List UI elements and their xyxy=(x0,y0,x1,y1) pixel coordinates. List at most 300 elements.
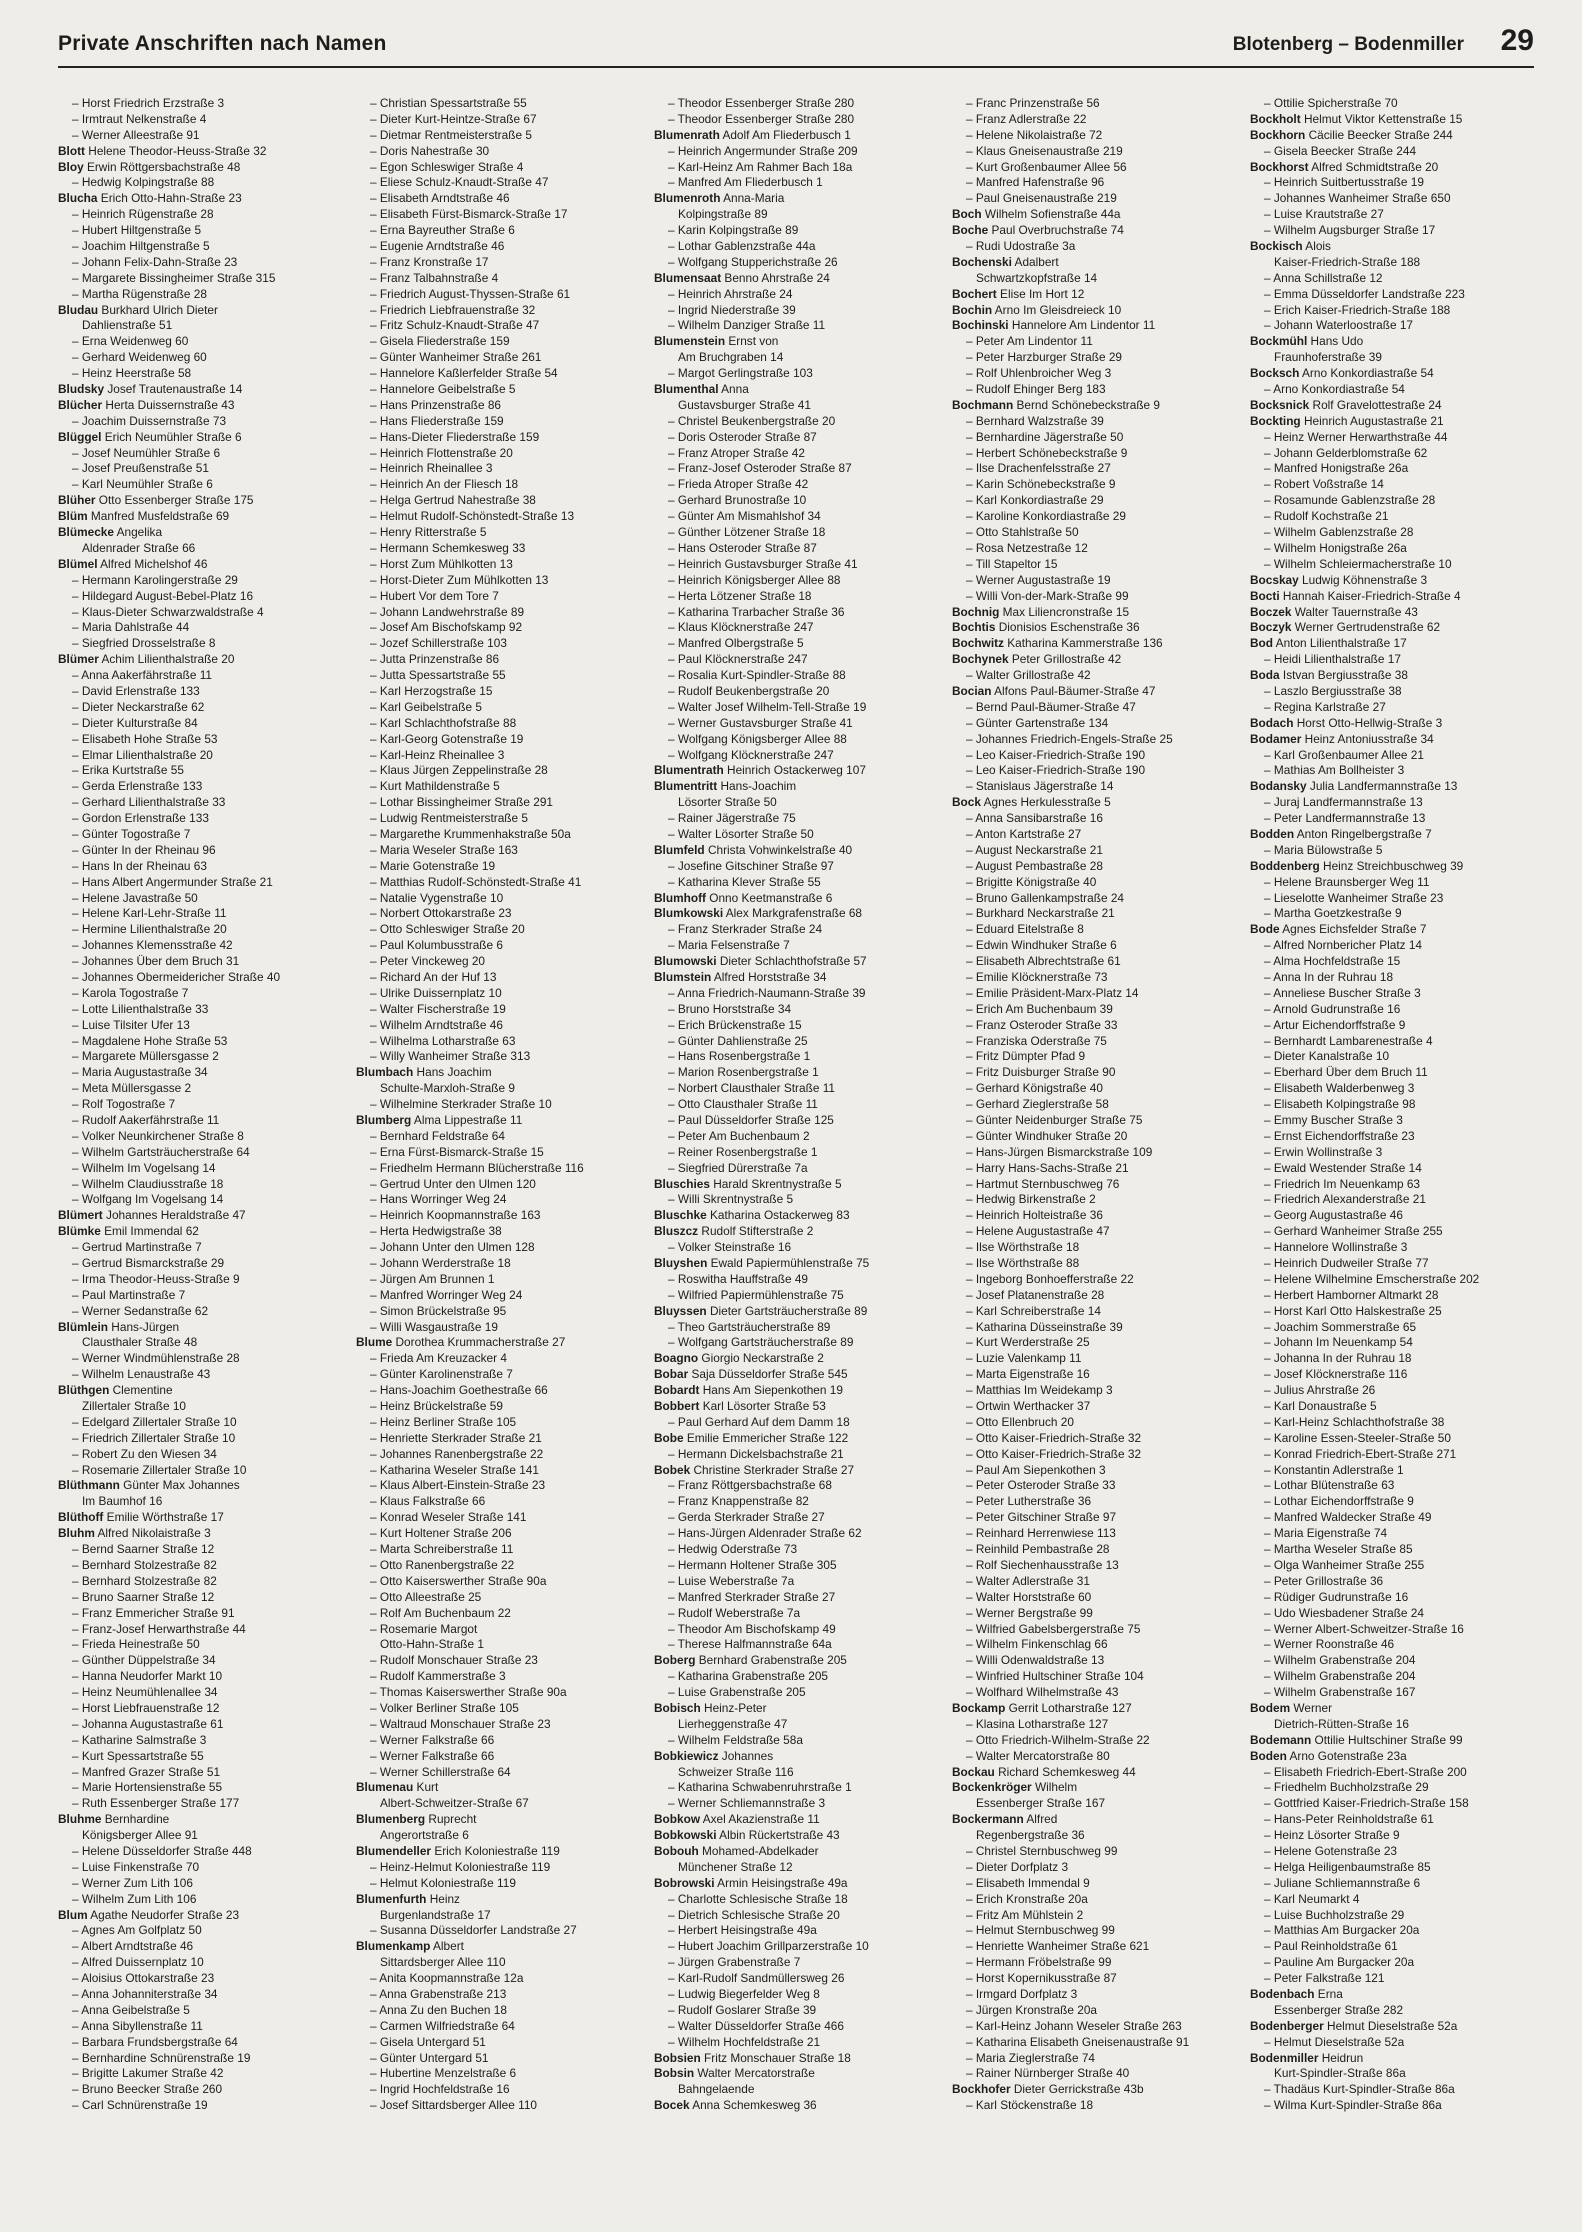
entry-continuation: Lierheggenstraße 47 xyxy=(678,1716,788,1731)
entry-line: – Doris Osteroder Straße 87 xyxy=(668,429,817,444)
surname: Bocskay xyxy=(1250,572,1299,587)
entry-line: – Wilhelm Danziger Straße 11 xyxy=(668,318,826,333)
surname: Bobsin xyxy=(654,2066,695,2081)
entry-line: – Johann Unter den Ulmen 128 xyxy=(370,1240,535,1255)
entry-line: – Walter Adlerstraße 31 xyxy=(966,1573,1090,1588)
entry-line: – Rudolf Monschauer Straße 23 xyxy=(370,1653,538,1668)
surname: Boddenberg xyxy=(1250,858,1320,873)
entry-line: – Johannes Klemensstraße 42 xyxy=(72,938,233,953)
entry-line: – Wilhelm Hochfeldstraße 21 xyxy=(668,2034,821,2049)
entry-line: – Walter Fischerstraße 19 xyxy=(370,1001,506,1016)
surname: Bockisch xyxy=(1250,239,1303,254)
surname: Boczyk xyxy=(1250,620,1292,635)
entry-line: – Hubert Vor dem Tore 7 xyxy=(370,588,499,603)
entry-line: – Kurt Holtener Straße 206 xyxy=(370,1526,512,1541)
entry-line: – Dietmar Rentmeisterstraße 5 xyxy=(370,127,532,142)
entry-line: – Wolfhard Wilhelmstraße 43 xyxy=(966,1685,1119,1700)
entry-line: – Karin Kolpingstraße 89 xyxy=(668,223,799,238)
name-range: Blotenberg – Bodenmiller xyxy=(1232,34,1464,55)
entry-continuation: Essenberger Straße 282 xyxy=(1274,2002,1404,2017)
entry-line: – Otto Stahlstraße 50 xyxy=(966,525,1079,540)
entry-line: – Walter Lösorter Straße 50 xyxy=(668,826,814,841)
entry-line: – Erich Kronstraße 20a xyxy=(966,1891,1088,1906)
entry-line: – Ilse Drachenfelsstraße 27 xyxy=(966,461,1111,476)
entry-line: – Christian Spessartstraße 55 xyxy=(370,96,527,110)
entry-line: – Johann Im Neuenkamp 54 xyxy=(1264,1335,1413,1350)
entry-line: – Rosalia Kurt-Spindler-Straße 88 xyxy=(668,668,846,683)
entry-line: – Paul Kolumbusstraße 6 xyxy=(370,938,503,953)
entry-continuation: Dahlienstraße 51 xyxy=(82,318,173,333)
entry-line: – Agnes Am Golfplatz 50 xyxy=(72,1923,202,1938)
entry-line: – Wilhelm Finkenschlag 66 xyxy=(966,1637,1108,1652)
column-5 xyxy=(1250,96,1542,2114)
entry-line: – Rolf Uhlenbroicher Weg 3 xyxy=(966,366,1112,381)
surname: Blumenstein xyxy=(654,334,726,349)
entry-line: – Egon Schleswiger Straße 4 xyxy=(370,159,524,174)
entry-line: – Günter Gartenstraße 134 xyxy=(966,715,1109,730)
entry-surname-line: Blumentritt Hans-Joachim xyxy=(654,779,797,794)
entry-line: – Karl Schlachthofstraße 88 xyxy=(370,715,517,730)
entry-line: – Gisela Fliederstraße 159 xyxy=(370,334,510,349)
entry-continuation: Essenberger Straße 167 xyxy=(976,1796,1106,1811)
entry-continuation: Am Bruchgraben 14 xyxy=(678,350,784,365)
entry-line: – Martha Goetzkestraße 9 xyxy=(1264,906,1402,921)
entry-line: – Ingrid Hochfeldstraße 16 xyxy=(370,2082,510,2097)
entry-line: – Johann Felix-Dahn-Straße 23 xyxy=(72,254,238,269)
entry-surname-line: Bockhorn Cäcilie Beecker Straße 244 xyxy=(1250,127,1453,142)
entry-surname-line: Boche Paul Overbruchstraße 74 xyxy=(952,223,1124,238)
entry-surname-line: Blucha Erich Otto-Hahn-Straße 23 xyxy=(58,191,242,206)
entry-line: – Johann Landwehrstraße 89 xyxy=(370,604,525,619)
entry-line: – Jürgen Grabenstraße 7 xyxy=(668,1955,801,1970)
entry-line: – Peter Am Buchenbaum 2 xyxy=(668,1128,810,1143)
entry-surname-line: Bobkowski Albin Rückertstraße 43 xyxy=(654,1828,840,1843)
entry-line: – Werner Roonstraße 46 xyxy=(1264,1637,1395,1652)
surname: Bockamp xyxy=(952,1700,1006,1715)
entry-line: – Fritz Schulz-Knaudt-Straße 47 xyxy=(370,318,540,333)
entry-line: – Otto Ranenbergstraße 22 xyxy=(370,1557,515,1572)
entry-line: – Hans-Jürgen Aldenrader Straße 62 xyxy=(668,1526,862,1541)
entry-line: – Johannes Wanheimer Straße 650 xyxy=(1264,191,1451,206)
entry-line: – Artur Eichendorffstraße 9 xyxy=(1264,1017,1406,1032)
entry-line: – Edelgard Zillertaler Straße 10 xyxy=(72,1414,237,1429)
entry-line: – Eliese Schulz-Knaudt-Straße 47 xyxy=(370,175,549,190)
entry-line: – Thadäus Kurt-Spindler-Straße 86a xyxy=(1264,2082,1455,2097)
surname: Bocksnick xyxy=(1250,397,1310,412)
entry-line: – Barbara Frundsbergstraße 64 xyxy=(72,2034,238,2049)
entry-surname-line: Bocksch Arno Konkordiastraße 54 xyxy=(1250,366,1434,381)
entry-surname-line: Blumhoff Onno Keetmanstraße 6 xyxy=(654,890,833,905)
entry-line: – Dieter Kulturstraße 84 xyxy=(72,715,198,730)
entry-continuation: Kaiser-Friedrich-Straße 188 xyxy=(1274,254,1421,269)
entry-surname-line: Boczyk Werner Gertrudenstraße 62 xyxy=(1250,620,1441,635)
entry-surname-line: Blumenkamp Albert xyxy=(356,1939,464,1954)
entry-line: – Klaus Jürgen Zeppelinstraße 28 xyxy=(370,763,548,778)
entry-line: – Siegfried Dürerstraße 7a xyxy=(668,1160,808,1175)
entry-line: – Doris Nahestraße 30 xyxy=(370,143,490,158)
entry-surname-line: Bobek Christine Sterkrader Straße 27 xyxy=(654,1462,855,1477)
entry-continuation: Schwartzkopfstraße 14 xyxy=(976,270,1098,285)
entry-line: – Mathias Am Bollheister 3 xyxy=(1264,763,1405,778)
entry-line: – Heidi Lilienthalstraße 17 xyxy=(1264,652,1401,667)
entry-line: – Klaus Falkstraße 66 xyxy=(370,1494,486,1509)
entry-line: – Helmut Rudolf-Schönstedt-Straße 13 xyxy=(370,509,575,524)
entry-continuation: Albert-Schweitzer-Straße 67 xyxy=(380,1796,529,1811)
entry-surname-line: Boden Arno Gotenstraße 23a xyxy=(1250,1748,1407,1763)
entry-line: – Rudolf Kammerstraße 3 xyxy=(370,1669,506,1684)
entry-line: – Wolfgang Stupperichstraße 26 xyxy=(668,254,838,269)
entry-line: – Johannes Friedrich-Engels-Straße 25 xyxy=(966,731,1173,746)
entry-line: – Gertrud Martinstraße 7 xyxy=(72,1240,202,1255)
entry-line: – Manfred Olbergstraße 5 xyxy=(668,636,804,651)
entry-line: – Karl Konkordiastraße 29 xyxy=(966,493,1104,508)
entry-line: – Katharina Trarbacher Straße 36 xyxy=(668,604,845,619)
entry-line: – Eduard Eitelstraße 8 xyxy=(966,922,1084,937)
entry-continuation: Otto-Hahn-Straße 1 xyxy=(380,1637,485,1652)
entry-line: – Emilie Präsident-Marx-Platz 14 xyxy=(966,985,1139,1000)
entry-line: – Volker Steinstraße 16 xyxy=(668,1240,792,1255)
entry-line: – Christel Sternbuschweg 99 xyxy=(966,1843,1118,1858)
entry-line: – Matthias Rudolf-Schönstedt-Straße 41 xyxy=(370,874,582,889)
entry-line: – Franz Talbahnstraße 4 xyxy=(370,270,499,285)
entry-continuation: Kurt-Spindler-Straße 86a xyxy=(1274,2066,1406,2081)
entry-line: – Johannes Über dem Bruch 31 xyxy=(72,954,240,969)
entry-surname-line: Boch Wilhelm Sofienstraße 44a xyxy=(952,207,1121,222)
entry-surname-line: Blümer Achim Lilienthalstraße 20 xyxy=(58,652,235,667)
surname: Bluhme xyxy=(58,1812,102,1827)
entry-line: – Peter Lutherstraße 36 xyxy=(966,1494,1092,1509)
surname: Bod xyxy=(1250,636,1274,651)
entry-line: – Hans In der Rheinau 63 xyxy=(72,858,207,873)
entry-continuation: Im Baumhof 16 xyxy=(82,1494,163,1509)
surname: Bluyshen xyxy=(654,1256,708,1271)
entry-continuation: Sittardsberger Allee 110 xyxy=(380,1955,506,1970)
surname: Blüthmann xyxy=(58,1478,120,1493)
entry-surname-line: Bodach Horst Otto-Hellwig-Straße 3 xyxy=(1250,715,1443,730)
entry-surname-line: Blüthoff Emilie Wörthstraße 17 xyxy=(58,1510,224,1525)
entry-line: – Heinz Berliner Straße 105 xyxy=(370,1414,517,1429)
entry-line: – Horst Zum Mühlkotten 13 xyxy=(370,556,513,571)
entry-line: – Werner Falkstraße 66 xyxy=(370,1748,495,1763)
entry-line: – Günter Neidenburger Straße 75 xyxy=(966,1113,1143,1127)
surname: Bobisch xyxy=(654,1700,701,1715)
entry-line: – Kurt Mathildenstraße 5 xyxy=(370,779,500,794)
entry-line: – Maria Zieglerstraße 74 xyxy=(966,2050,1096,2065)
entry-surname-line: Bockau Richard Schemkesweg 44 xyxy=(952,1764,1136,1779)
entry-line: – Rudi Udostraße 3a xyxy=(966,239,1076,254)
entry-surname-line: Bockhofer Dieter Gerrickstraße 43b xyxy=(952,2082,1144,2097)
entry-line: – Katharina Elisabeth Gneisenaustraße 91 xyxy=(966,2034,1190,2049)
entry-line: – Manfred Waldecker Straße 49 xyxy=(1264,1510,1432,1525)
surname: Blumentritt xyxy=(654,779,718,794)
entry-surname-line: Bock Agnes Herkulesstraße 5 xyxy=(952,795,1111,810)
entry-line: – Dietrich Schlesische Straße 20 xyxy=(668,1907,840,1922)
entry-line: – Ingrid Niederstraße 39 xyxy=(668,302,796,317)
entry-surname-line: Bobsin Walter Mercatorstraße xyxy=(654,2066,815,2081)
entry-surname-line: Bockmühl Hans Udo xyxy=(1250,334,1364,349)
surname: Bodach xyxy=(1250,715,1294,730)
entry-line: – Bernd Paul-Bäumer-Straße 47 xyxy=(966,699,1136,714)
entry-line: – Volker Berliner Straße 105 xyxy=(370,1700,519,1715)
entry-line: – Rainer Jägerstraße 75 xyxy=(668,811,796,826)
entry-line: – Dieter Dorfplatz 3 xyxy=(966,1859,1069,1874)
entry-line: – Otto Ellenbruch 20 xyxy=(966,1414,1074,1429)
entry-line: – Anita Koopmannstraße 12a xyxy=(370,1971,524,1986)
entry-line: – Friedrich Liebfrauenstraße 32 xyxy=(370,302,536,317)
entry-line: – Heinrich Flottenstraße 20 xyxy=(370,445,513,460)
entry-surname-line: Bodem Werner xyxy=(1250,1700,1333,1715)
surname: Bochnig xyxy=(952,604,1000,619)
entry-line: – Lothar Eichendorffstraße 9 xyxy=(1264,1494,1414,1509)
entry-surname-line: Blümert Johannes Heraldstraße 47 xyxy=(58,1208,246,1223)
entry-line: – Heinz Heerstraße 58 xyxy=(72,366,192,381)
entry-line: – Bruno Horststraße 34 xyxy=(668,1001,792,1016)
entry-line: – Manfred Hafenstraße 96 xyxy=(966,175,1105,190)
entry-line: – Brigitte Lakumer Straße 42 xyxy=(72,2066,224,2081)
entry-line: – Laszlo Bergiusstraße 38 xyxy=(1264,683,1402,698)
entry-line: – Wilfried Papiermühlenstraße 75 xyxy=(668,1287,844,1302)
surname: Bluschies xyxy=(654,1176,710,1191)
entry-line: – Hubertine Menzelstraße 6 xyxy=(370,2066,517,2081)
entry-line: – Josef Platanenstraße 28 xyxy=(966,1287,1105,1302)
entry-line: – Lieselotte Wanheimer Straße 23 xyxy=(1264,890,1444,905)
entry-line: – Otto Kaiser-Friedrich-Straße 32 xyxy=(966,1446,1142,1461)
entry-line: – Friedrich August-Thyssen-Straße 61 xyxy=(370,286,571,301)
entry-line: – Kurt Großenbaumer Allee 56 xyxy=(966,159,1127,174)
entry-line: – Heinrich An der Fliesch 18 xyxy=(370,477,519,492)
entry-line: – Hans Worringer Weg 24 xyxy=(370,1192,507,1207)
entry-line: – Henry Ritterstraße 5 xyxy=(370,525,487,540)
entry-line: – Joachim Sommerstraße 65 xyxy=(1264,1319,1417,1334)
entry-surname-line: Bobbert Karl Lösorter Straße 53 xyxy=(654,1399,826,1414)
entry-line: – Rainer Nürnberger Straße 40 xyxy=(966,2066,1130,2081)
entry-surname-line: Bockholt Helmut Viktor Kettenstraße 15 xyxy=(1250,111,1463,126)
surname: Blucha xyxy=(58,191,98,206)
entry-line: – Anna Sansibarstraße 16 xyxy=(966,811,1103,826)
entry-surname-line: Bobkiewicz Johannes xyxy=(654,1748,774,1763)
surname: Boberg xyxy=(654,1653,696,1668)
entry-line: – Eugenie Arndtstraße 46 xyxy=(370,239,505,254)
surname: Bodemann xyxy=(1250,1732,1312,1747)
entry-line: – Günther Düppelstraße 34 xyxy=(72,1653,216,1668)
entry-line: – Karl Geibelstraße 5 xyxy=(370,699,482,714)
entry-line: – Rudolf Goslarer Straße 39 xyxy=(668,2002,817,2017)
surname: Blumenberg xyxy=(356,1812,426,1827)
entry-line: – Reiner Rosenbergstraße 1 xyxy=(668,1144,818,1159)
entry-line: – Gerhard Zieglerstraße 58 xyxy=(966,1097,1109,1112)
entry-line: – Heinrich Rügenstraße 28 xyxy=(72,207,214,222)
entry-line: – Georg Augustastraße 46 xyxy=(1264,1208,1403,1223)
surname: Bodamer xyxy=(1250,731,1302,746)
entry-surname-line: Bluschies Harald Skrentnystraße 5 xyxy=(654,1176,842,1191)
entry-line: – August Pembastraße 28 xyxy=(966,858,1103,873)
entry-line: – Therese Halfmannstraße 64a xyxy=(668,1637,832,1652)
surname: Bloy xyxy=(58,159,84,174)
entry-line: – Rolf Togostraße 7 xyxy=(72,1097,176,1112)
entry-line: – Hans-Jürgen Bismarckstraße 109 xyxy=(966,1144,1153,1159)
entry-line: – Winfried Hultschiner Straße 104 xyxy=(966,1669,1144,1684)
entry-surname-line: Bodamer Heinz Antoniusstraße 34 xyxy=(1250,731,1434,746)
entry-surname-line: Boczek Walter Tauernstraße 43 xyxy=(1250,604,1418,619)
surname: Bobkiewicz xyxy=(654,1748,719,1763)
entry-line: – Luise Finkenstraße 70 xyxy=(72,1859,200,1874)
entry-line: – Gertrud Bismarckstraße 29 xyxy=(72,1256,225,1271)
entry-line: – Werner Augustastraße 19 xyxy=(966,572,1111,587)
entry-line: – Luise Weberstraße 7a xyxy=(668,1573,795,1588)
entry-line: – Heinrich Suitbertusstraße 19 xyxy=(1264,175,1424,190)
entry-line: – Wilhelm Im Vogelsang 14 xyxy=(72,1160,216,1175)
entry-line: – Wolfgang Gartsträucherstraße 89 xyxy=(668,1335,854,1350)
entry-line: – Hedwig Birkenstraße 2 xyxy=(966,1192,1096,1207)
surname: Bobardt xyxy=(654,1383,700,1398)
entry-surname-line: Bluschke Katharina Ostackerweg 83 xyxy=(654,1208,850,1223)
surname: Bockting xyxy=(1250,413,1301,428)
entry-surname-line: Bodemann Ottilie Hultschiner Straße 99 xyxy=(1250,1732,1463,1747)
entry-surname-line: Bocek Anna Schemkesweg 36 xyxy=(654,2098,817,2113)
entry-line: – Karoline Essen-Steeler-Straße 50 xyxy=(1264,1430,1451,1445)
surname: Bodem xyxy=(1250,1700,1291,1715)
entry-line: – Maria Dahlstraße 44 xyxy=(72,620,190,635)
entry-line: – Peter Am Lindentor 11 xyxy=(966,334,1093,349)
entry-line: – Karoline Konkordiastraße 29 xyxy=(966,509,1126,524)
entry-line: – Reinhild Pembastraße 28 xyxy=(966,1542,1110,1557)
entry-line: – Frieda Am Kreuzacker 4 xyxy=(370,1351,507,1366)
page-header xyxy=(58,26,1534,68)
entry-line: – Marie Hortensienstraße 55 xyxy=(72,1780,223,1795)
entry-line: – Josef Neumühler Straße 6 xyxy=(72,445,221,460)
entry-line: – Anna Grabenstraße 213 xyxy=(370,1986,507,2001)
surname: Blum xyxy=(58,1907,88,1922)
entry-surname-line: Bodden Anton Ringelbergstraße 7 xyxy=(1250,826,1432,841)
entry-line: – Alma Hochfeldstraße 15 xyxy=(1264,954,1401,969)
entry-continuation: Gustavsburger Straße 41 xyxy=(678,397,811,412)
entry-line: – Peter Vinckeweg 20 xyxy=(370,954,486,969)
entry-line: – Jutta Prinzenstraße 86 xyxy=(370,652,500,667)
surname: Bobe xyxy=(654,1430,684,1445)
entry-line: – Helmut Koloniestraße 119 xyxy=(370,1875,516,1890)
entry-line: – Karl Großenbaumer Allee 21 xyxy=(1264,747,1424,762)
entry-surname-line: Blumkowski Alex Markgrafenstraße 68 xyxy=(654,906,863,921)
surname: Bochynek xyxy=(952,652,1009,667)
entry-surname-line: Blume Dorothea Krummacherstraße 27 xyxy=(356,1335,566,1350)
surname: Blüher xyxy=(58,493,96,508)
entry-line: – Rosemarie Zillertaler Straße 10 xyxy=(72,1462,247,1477)
surname: Blumbach xyxy=(356,1065,414,1080)
entry-line: – Willi Wasgaustraße 19 xyxy=(370,1319,498,1334)
entry-line: – Günter In der Rheinau 96 xyxy=(72,842,216,857)
entry-line: – Anna Geibelstraße 5 xyxy=(72,2002,190,2017)
entry-line: – Erna Fürst-Bismarck-Straße 15 xyxy=(370,1144,544,1159)
entry-line: – Bruno Saarner Straße 12 xyxy=(72,1589,215,1604)
entry-line: – Gerhard Wanheimer Straße 255 xyxy=(1264,1224,1443,1239)
entry-line: – Otto Alleestraße 25 xyxy=(370,1589,482,1604)
surname: Blüthoff xyxy=(58,1510,104,1525)
column-1 xyxy=(58,96,350,2114)
entry-line: – Johann Werderstraße 18 xyxy=(370,1256,511,1271)
surname: Bockholt xyxy=(1250,111,1301,126)
entry-line: – Friedrich Im Neuenkamp 63 xyxy=(1264,1176,1421,1191)
entry-line: – Paul Klöcknerstraße 247 xyxy=(668,652,808,667)
entry-line: – Werner Schliemannstraße 3 xyxy=(668,1796,826,1811)
entry-line: – Johann Waterloostraße 17 xyxy=(1264,318,1414,333)
entry-line: – Helmut Sternbuschweg 99 xyxy=(966,1923,1115,1938)
surname: Blumenrath xyxy=(654,127,720,142)
entry-line: – Hans-Peter Reinholdstraße 61 xyxy=(1264,1812,1434,1827)
entry-line: – Johannes Ranenbergstraße 22 xyxy=(370,1446,544,1461)
entry-line: – Rosemarie Margot xyxy=(370,1621,478,1636)
entry-surname-line: Bobisch Heinz-Peter xyxy=(654,1700,767,1715)
entry-surname-line: Bochwitz Katharina Kammerstraße 136 xyxy=(952,636,1163,651)
entry-line: – Herbert Schönebeckstraße 9 xyxy=(966,445,1128,460)
entry-line: – Wilhelmine Sterkrader Straße 10 xyxy=(370,1097,552,1112)
surname: Blumentrath xyxy=(654,763,724,778)
entry-line: – Thomas Kaiserswerther Straße 90a xyxy=(370,1685,567,1700)
entry-line: – Günter Windhuker Straße 20 xyxy=(966,1128,1128,1143)
entry-line: – Karl-Rudolf Sandmüllersweg 26 xyxy=(668,1971,845,1986)
entry-line: – Maria Eigenstraße 74 xyxy=(1264,1526,1388,1541)
entry-line: – Gerhard Königstraße 40 xyxy=(966,1081,1103,1096)
entry-surname-line: Bockamp Gerrit Lotharstraße 127 xyxy=(952,1700,1132,1715)
entry-line: – Anna Zu den Buchen 18 xyxy=(370,2002,507,2017)
entry-line: – Hermann Fröbelstraße 99 xyxy=(966,1955,1112,1970)
entry-surname-line: Bochnig Max Liliencronstraße 15 xyxy=(952,604,1130,619)
entry-line: – Willi Skrentnystraße 5 xyxy=(668,1192,794,1207)
entry-line: – Julius Ahrstraße 26 xyxy=(1264,1383,1376,1398)
entry-surname-line: Blüthgen Clementine xyxy=(58,1383,173,1398)
entry-line: – Franz Emmericher Straße 91 xyxy=(72,1605,235,1620)
surname: Bochinski xyxy=(952,318,1009,333)
entry-line: – Helene Karl-Lehr-Straße 11 xyxy=(72,906,227,921)
entry-line: – Wilhelm Schleiermacherstraße 10 xyxy=(1264,556,1452,571)
entry-line: – Franz Kronstraße 17 xyxy=(370,254,489,269)
entry-line: – Helga Gertrud Nahestraße 38 xyxy=(370,493,536,508)
entry-line: – Heinrich Gustavsburger Straße 41 xyxy=(668,556,858,571)
entry-line: – Josef Sittardsberger Allee 110 xyxy=(370,2098,538,2113)
surname: Bodenmiller xyxy=(1250,2050,1319,2065)
entry-line: – Paul Martinstraße 7 xyxy=(72,1287,186,1302)
surname: Bochmann xyxy=(952,397,1014,412)
entry-line: – Waltraud Monschauer Straße 23 xyxy=(370,1716,551,1731)
entry-line: – Wolfgang Klöcknerstraße 247 xyxy=(668,747,834,762)
surname: Blumfeld xyxy=(654,842,705,857)
entry-line: – Roswitha Hauffstraße 49 xyxy=(668,1271,809,1286)
surname: Bocksch xyxy=(1250,366,1300,381)
surname: Boda xyxy=(1250,668,1280,683)
entry-line: – Paul Reinholdstraße 61 xyxy=(1264,1939,1398,1954)
entry-line: – Gerda Sterkrader Straße 27 xyxy=(668,1510,825,1525)
surname: Bluschke xyxy=(654,1208,707,1223)
entry-line: – Olga Wanheimer Straße 255 xyxy=(1264,1557,1425,1572)
surname: Blümer xyxy=(58,652,99,667)
entry-line: – Arno Konkordiastraße 54 xyxy=(1264,382,1405,397)
entry-line: – Manfred Honigstraße 26a xyxy=(1264,461,1409,476)
entry-surname-line: Blücher Herta Duissernstraße 43 xyxy=(58,397,235,412)
surname: Bochtis xyxy=(952,620,996,635)
entry-line: – Karl Neumarkt 4 xyxy=(1264,1891,1360,1906)
entry-line: – Werner Falkstraße 66 xyxy=(370,1732,495,1747)
entry-surname-line: Bockenkröger Wilhelm xyxy=(952,1780,1078,1795)
entry-line: – Werner Zum Lith 106 xyxy=(72,1875,193,1890)
entry-line: – Katharina Grabenstraße 205 xyxy=(668,1669,828,1684)
surname: Boden xyxy=(1250,1748,1287,1763)
entry-line: – Wilhelm Gablenzstraße 28 xyxy=(1264,525,1414,540)
entry-surname-line: Bocti Hannah Kaiser-Friedrich-Straße 4 xyxy=(1250,588,1461,603)
entry-line: – Bernhardine Jägerstraße 50 xyxy=(966,429,1124,444)
entry-line: – Herbert Heisingstraße 49a xyxy=(668,1923,817,1938)
entry-line: – Simon Brückelstraße 95 xyxy=(370,1303,507,1318)
entry-line: – Anna Friedrich-Naumann-Straße 39 xyxy=(668,985,866,1000)
entry-line: – Kurt Spessartstraße 55 xyxy=(72,1748,204,1763)
